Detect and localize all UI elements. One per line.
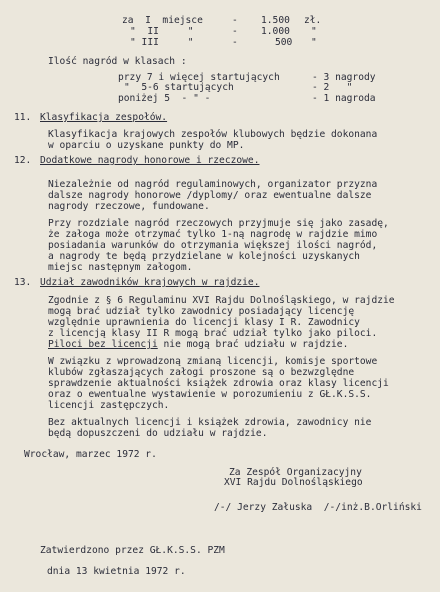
section-13-line: mogą brać udział tylko zawodnicy posiadający licencję bbox=[48, 306, 355, 317]
prize-unit-2: " bbox=[311, 26, 317, 37]
classes-heading: Ilość nagród w klasach : bbox=[48, 56, 187, 67]
prize-amount-1: 1.500 bbox=[261, 15, 290, 26]
prize-dash-2: - bbox=[232, 26, 238, 37]
section-12-line: nagrody rzeczowe, fundowane. bbox=[48, 201, 210, 212]
section-12-number: 12. bbox=[14, 155, 32, 166]
section-12-line: że załoga może otrzymać tylko 1-ną nagrodę w rajdzie mimo bbox=[48, 229, 378, 240]
section-11-line: w oparciu o uzyskane punkty do MP. bbox=[48, 140, 245, 151]
section-13-number: 13. bbox=[14, 277, 32, 288]
prize-place-1: za I miejsce bbox=[122, 15, 203, 26]
prize-place-3: " III " bbox=[130, 37, 194, 48]
line-rest: nie mogą brać udziału w rajdzie. bbox=[157, 339, 349, 350]
prize-amount-3: 500 bbox=[275, 37, 293, 48]
classes-value-2: - 2 " bbox=[312, 82, 353, 93]
section-12-line: posiadania warunków do otrzymania większej ilości nagród, bbox=[48, 240, 378, 251]
section-13-line: względnie uprawnienia do licencji klasy I R. Zawodnicy bbox=[48, 317, 360, 328]
prize-unit-1: zł. bbox=[304, 15, 322, 26]
section-11-number: 11. bbox=[14, 112, 32, 123]
section-12-line: Przy rozdziale nagród rzeczowych przyjmuje się jako zasadę, bbox=[48, 218, 389, 229]
classes-value-1: - 3 nagrody bbox=[312, 72, 376, 83]
prize-dash-1: - bbox=[232, 15, 238, 26]
section-12-line: a nagrody te będą przydzielane w kolejności uzyskanych bbox=[48, 251, 360, 262]
approval-date: dnia 13 kwietnia 1972 r. bbox=[47, 566, 186, 577]
signatures: /-/ Jerzy Załuska /-/inż.B.Orliński bbox=[214, 502, 422, 513]
prize-amount-2: 1.000 bbox=[261, 26, 290, 37]
approval-line: Zatwierdzono przez GŁ.K.S.S. PZM bbox=[40, 545, 225, 556]
section-13-line: W związku z wprowadzoną zmianą licencji, komisje sportowe bbox=[48, 356, 378, 367]
section-13-line: będą dopuszczeni do udziału w rajdzie. bbox=[48, 428, 268, 439]
section-12-line: miejsc następnym załogom. bbox=[48, 262, 193, 273]
classes-label-3: poniżej 5 - " - bbox=[118, 93, 211, 104]
underlined-phrase: Piloci bez licencji bbox=[48, 339, 158, 350]
classes-label-1: przy 7 i więcej startujących bbox=[118, 72, 280, 83]
section-13-line: Bez aktualnych licencji i książek zdrowia, zawodnicy nie bbox=[48, 417, 372, 428]
classes-label-2: " 5-6 startujących bbox=[124, 82, 234, 93]
section-12-line: Niezależnie od nagród regulaminowych, organizator przyzna bbox=[48, 179, 378, 190]
section-13-line: z licencją klasy II R mogą brać udział tylko jako piloci. bbox=[48, 328, 378, 339]
section-13-line: sprawdzenie aktualności książek zdrowia oraz klasy licencji bbox=[48, 378, 389, 389]
section-13-line: oraz o ewentualne wystawienie w porozumieniu z GŁ.K.S.S. bbox=[48, 389, 372, 400]
classes-value-3: - 1 nagroda bbox=[312, 93, 376, 104]
section-12-title: Dodatkowe nagrody honorowe i rzeczowe. bbox=[40, 155, 260, 166]
org-line: Za Zespół Organizacyjny bbox=[229, 467, 362, 478]
section-13-line: klubów zgłaszających załogi proszone są o bezwzględne bbox=[48, 367, 355, 378]
prize-place-2: " II " bbox=[130, 26, 194, 37]
prize-dash-3: - bbox=[232, 37, 238, 48]
section-11-line: Klasyfikacja krajowych zespołów klubowych będzie dokonana bbox=[48, 129, 378, 140]
prize-unit-3: " bbox=[311, 37, 317, 48]
section-13-title: Udział zawodników krajowych w rajdzie. bbox=[40, 277, 260, 288]
section-13-line-last bbox=[48, 339, 348, 350]
org-line: XVI Rajdu Dolnośląskiego bbox=[224, 477, 363, 488]
section-12-line: dalsze nagrody honorowe /dyplomy/ oraz ewentualne dalsze bbox=[48, 190, 372, 201]
section-11-title: Klasyfikacja zespołów. bbox=[40, 112, 168, 123]
place-date: Wrocław, marzec 1972 r. bbox=[24, 449, 157, 460]
section-13-line: licencji zastępczych. bbox=[48, 400, 170, 411]
section-13-line: Zgodnie z § 6 Regulaminu XVI Rajdu Dolnośląskiego, w rajdzie bbox=[48, 295, 395, 306]
